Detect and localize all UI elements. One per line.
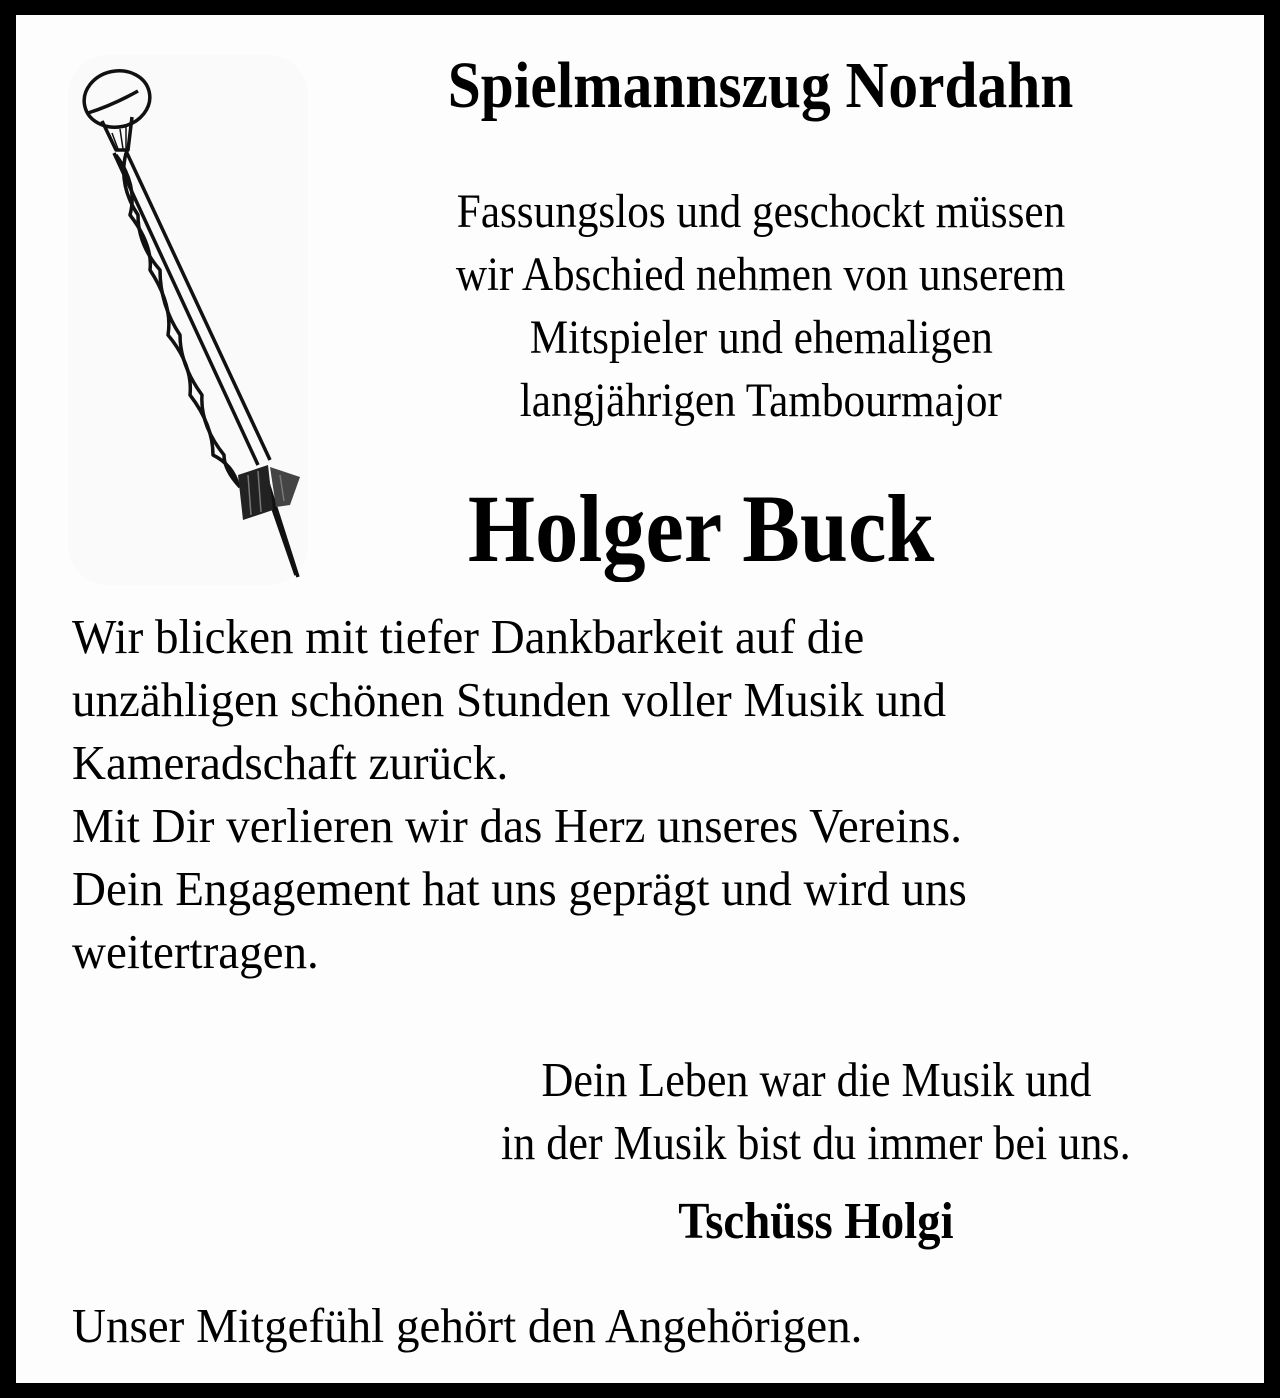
intro-line: Mitspieler und ehemaligen xyxy=(529,311,993,364)
condolence-line: Unser Mitgefühl gehört den Angehörigen. xyxy=(72,1298,863,1353)
verse-line: Dein Leben war die Musik und xyxy=(541,1052,1091,1107)
intro-line: wir Abschied nehmen von unserem xyxy=(456,248,1066,301)
intro-paragraph xyxy=(356,180,1166,432)
tribute-line: Dein Engagement hat uns geprägt und wird uns xyxy=(72,861,967,916)
intro-line: langjährigen Tambourmajor xyxy=(519,374,1003,427)
farewell-line: Tschüss Holgi xyxy=(678,1193,954,1250)
tribute-paragraph xyxy=(72,605,1004,983)
intro-line: Fassungslos und geschockt müssen xyxy=(456,185,1066,238)
drum-major-mace-icon xyxy=(68,55,318,585)
obituary-notice xyxy=(16,15,1264,1383)
tribute-line: weitertragen. xyxy=(72,924,319,979)
organization-title: Spielmannszug Nordahn xyxy=(448,49,1074,122)
tribute-line: unzähligen schönen Stunden voller Musik und xyxy=(72,672,947,727)
memorial-verse xyxy=(396,1048,1236,1174)
verse-line: in der Musik bist du immer bei uns. xyxy=(501,1115,1131,1170)
tribute-line: Wir blicken mit tiefer Dankbarkeit auf die xyxy=(72,609,865,664)
deceased-name: Holger Buck xyxy=(467,475,935,582)
tribute-line: Kameradschaft zurück. xyxy=(72,735,509,790)
tribute-line: Mit Dir verlieren wir das Herz unseres Vereins. xyxy=(72,798,962,853)
